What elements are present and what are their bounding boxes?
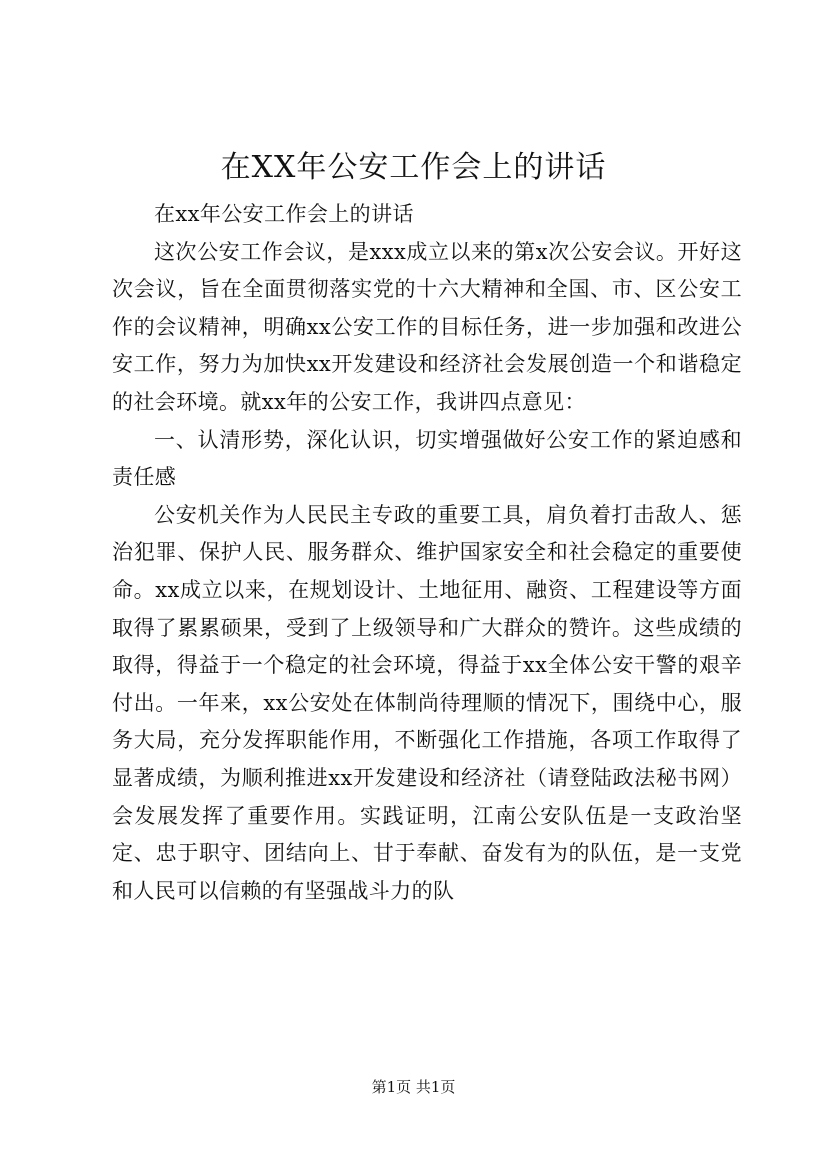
document-body bbox=[112, 196, 742, 910]
document-title: 在XX年公安工作会上的讲话 bbox=[220, 150, 607, 185]
body-paragraph: 公安机关作为人民民主专政的重要工具，肩负着打击敌人、惩治犯罪、保护人民、服务群众、维护国家安全和社会稳定的重要使命。xx成立以来，在规划设计、土地征用、融资、工程建设等方面取得了累累硕果，受到了上级领导和广大群众的赞许。这些成绩的取得，得益于一个稳定的社会环境，得益于xx全体公安干警的艰辛付出。一年来，xx公安处在体制尚待理顺的情况下，围绕中心，服务大局，充分发挥职能作用，不断强化工作措施，各项工作取得了显著成绩，为顺利推进xx开发建设和经济社（请登陆政法秘书网）会发展发挥了重要作用。实践证明，江南公安队伍是一支政治坚定、忠于职守、团结向上、甘于奉献、奋发有为的队伍，是一支党和人民可以信赖的有坚强战斗力的队 bbox=[112, 502, 742, 903]
intro-paragraph: 这次公安工作会议，是xxx成立以来的第x次公安会议。开好这次会议，旨在全面贯彻落实党的十六大精神和全国、市、区公安工作的会议精神，明确xx公安工作的目标任务，进一步加强和改进公安工作，努力为加快xx开发建设和经济社会发展创造一个和谐稳定的社会环境。就xx年的公安工作，我讲四点意见： bbox=[112, 239, 742, 414]
section-heading-1: 一、认清形势，深化认识，切实增强做好公安工作的紧迫感和责任感 bbox=[112, 427, 742, 490]
page-footer: 第1页 共1页 bbox=[371, 1078, 456, 1096]
subtitle-paragraph: 在xx年公安工作会上的讲话 bbox=[154, 202, 414, 226]
